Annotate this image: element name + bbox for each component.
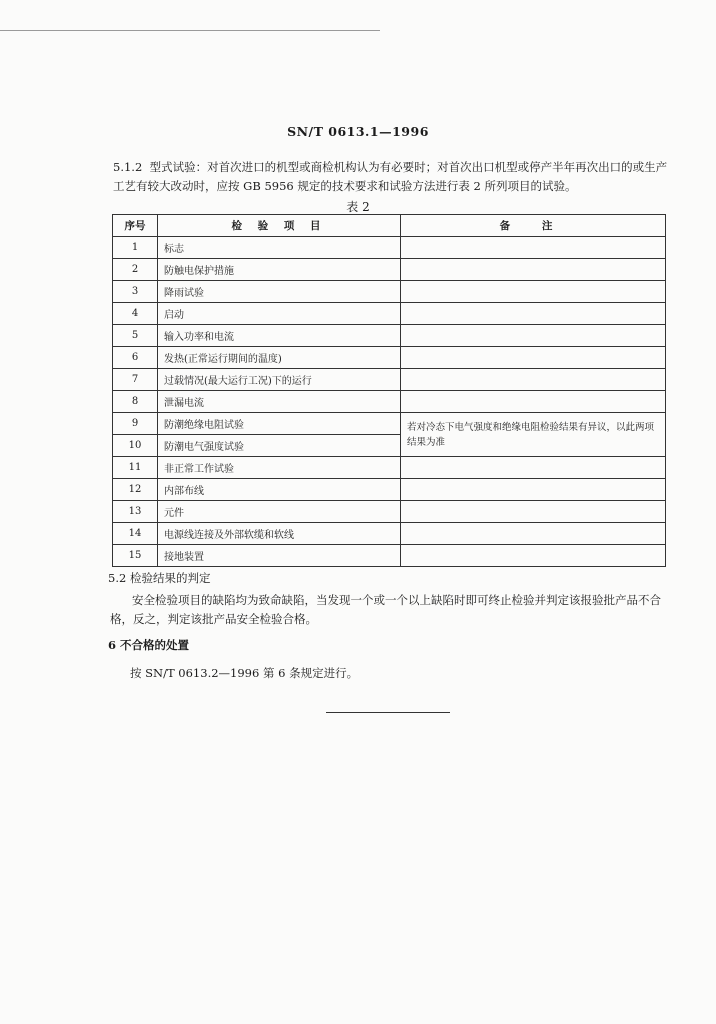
- row-note-9-10: 若对冷态下电气强度和绝缘电阻检验结果有异议，以此两项结果为准: [401, 413, 666, 457]
- row-note: [401, 501, 666, 523]
- clause-number: 5.1.2: [113, 160, 143, 174]
- row-no: 8: [113, 391, 158, 413]
- row-no: 3: [113, 281, 158, 303]
- scan-edge-line: [0, 30, 380, 31]
- row-no: 9: [113, 413, 158, 435]
- row-item: 防触电保护措施: [158, 259, 401, 281]
- clause-text: 型式试验：对首次进口的机型或商检机构认为有必要时；对首次出口机型或停产半年再次出口的或生产工艺有较大改动时，应按 GB 5956 规定的技术要求和试验方法进行表 2 所列项目的试验。: [113, 160, 668, 193]
- row-item: 标志: [158, 237, 401, 259]
- row-note: [401, 237, 666, 259]
- table-row: [113, 281, 666, 303]
- row-note: [401, 303, 666, 325]
- table-row: [113, 545, 666, 567]
- row-item: 内部布线: [158, 479, 401, 501]
- row-note: [401, 369, 666, 391]
- row-note: [401, 457, 666, 479]
- row-no: 7: [113, 369, 158, 391]
- table-row: [113, 259, 666, 281]
- section-6-body: 按 SN/T 0613.2—1996 第 6 条规定进行。: [130, 666, 359, 680]
- row-item: 防潮绝缘电阻试验: [158, 413, 401, 435]
- table-row: [113, 237, 666, 259]
- table-row: [113, 479, 666, 501]
- table-row: [113, 523, 666, 545]
- page-header-standard-number: SN/T 0613.1—1996: [287, 124, 429, 139]
- row-item: 过载情况(最大运行工况)下的运行: [158, 369, 401, 391]
- row-no: 2: [113, 259, 158, 281]
- row-item: 电源线连接及外部软缆和软线: [158, 523, 401, 545]
- row-item: 元件: [158, 501, 401, 523]
- table-header-row: [113, 215, 666, 237]
- row-no: 6: [113, 347, 158, 369]
- clause-5-1-2: [113, 158, 673, 196]
- row-note: [401, 259, 666, 281]
- section-6-heading: 6 不合格的处置: [108, 638, 190, 652]
- row-note: [401, 391, 666, 413]
- row-item: 接地装置: [158, 545, 401, 567]
- table-row: [113, 325, 666, 347]
- row-item: 启动: [158, 303, 401, 325]
- table-caption: 表 2: [346, 200, 370, 214]
- row-no: 13: [113, 501, 158, 523]
- col-header-note: 备 注: [401, 215, 666, 237]
- inspection-items-table: [112, 214, 666, 567]
- row-no: 4: [113, 303, 158, 325]
- row-item: 输入功率和电流: [158, 325, 401, 347]
- row-note: [401, 347, 666, 369]
- section-5-2-heading: 5.2 检验结果的判定: [108, 571, 211, 585]
- row-item: 泄漏电流: [158, 391, 401, 413]
- row-no: 5: [113, 325, 158, 347]
- table-row: [113, 501, 666, 523]
- row-note: [401, 281, 666, 303]
- table-row: [113, 369, 666, 391]
- table-row: [113, 457, 666, 479]
- row-no: 11: [113, 457, 158, 479]
- row-item: 非正常工作试验: [158, 457, 401, 479]
- table-row: [113, 303, 666, 325]
- table-row: [113, 413, 666, 435]
- section-5-2-body: 安全检验项目的缺陷均为致命缺陷，当发现一个或一个以上缺陷时即可终止检验并判定该报验批产品不合格，反之，判定该批产品安全检验合格。: [110, 593, 661, 626]
- row-note: [401, 523, 666, 545]
- row-no: 10: [113, 435, 158, 457]
- table-row: [113, 391, 666, 413]
- row-item: 防潮电气强度试验: [158, 435, 401, 457]
- col-header-item: 检 验 项 目: [158, 215, 401, 237]
- row-note: [401, 479, 666, 501]
- end-of-document-rule: [326, 712, 450, 713]
- col-header-no: 序号: [113, 215, 158, 237]
- row-item: 降雨试验: [158, 281, 401, 303]
- row-note: [401, 325, 666, 347]
- row-no: 12: [113, 479, 158, 501]
- table-row: [113, 347, 666, 369]
- row-no: 1: [113, 237, 158, 259]
- row-note: [401, 545, 666, 567]
- row-no: 15: [113, 545, 158, 567]
- row-item: 发热(正常运行期间的温度): [158, 347, 401, 369]
- row-no: 14: [113, 523, 158, 545]
